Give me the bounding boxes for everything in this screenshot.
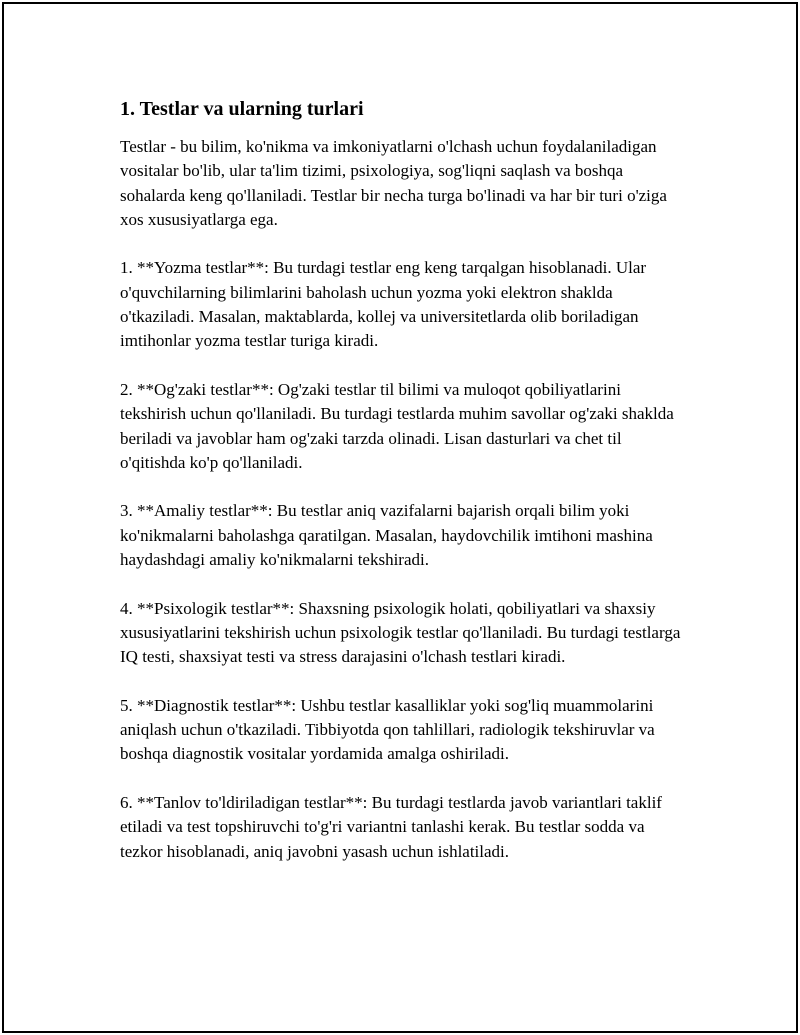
- page-frame: [2, 2, 798, 1033]
- paragraph-choice-tests: 6. **Tanlov to'ldiriladigan testlar**: Bu turdagi testlarda javob variantlari taklif etiladi va test topshiruvchi to'g'ri variantni tanlashi kerak. Bu testlar sodda va tezkor hisoblanadi, aniq javobni yasash uchun ishlatiladi.: [120, 793, 662, 861]
- paragraph-diagnostic-tests: 5. **Diagnostik testlar**: Ushbu testlar kasalliklar yoki sog'liq muammolarini aniqlash uchun o'tkaziladi. Tibbiyotda qon tahlillari, radiologik tekshiruvlar va boshqa diagnostik vositalar yordamida amalga oshiriladi.: [120, 695, 655, 764]
- paragraph-psychological-tests: 4. **Psixologik testlar**: Shaxsning psixologik holati, qobiliyatlari va shaxsiy xususiyatlarini tekshirish uchun psixologik testlar qo'llaniladi. Bu turdagi testlarga IQ testi, shaxsiyat testi va stress darajasini o'lchash testlari kiradi.: [120, 598, 681, 667]
- intro-paragraph: Testlar - bu bilim, ko'nikma va imkoniyatlarni o'lchash uchun foydalaniladigan vositalar bo'lib, ular ta'lim tizimi, psixologiya, sog'liqni saqlash va boshqa sohalarda keng qo'llaniladi. Testlar bir necha turga bo'linadi va har bir turi o'ziga xos xususiyatlarga ega.: [120, 137, 667, 229]
- section-heading: 1. Testlar va ularning turlari: [120, 98, 364, 120]
- document-body: [120, 95, 690, 888]
- paragraph-practical-tests: 3. **Amaliy testlar**: Bu testlar aniq vazifalarni bajarish orqali bilim yoki ko'nikmalarni baholashga qaratilgan. Masalan, haydovchilik imtihoni mashina haydashdagi amaliy ko'nikmalarni tekshiradi.: [120, 501, 653, 570]
- paragraph-oral-tests: 2. **Og'zaki testlar**: Og'zaki testlar til bilimi va muloqot qobiliyatlarini tekshirish uchun qo'llaniladi. Bu turdagi testlarda muhim savollar og'zaki shaklda beriladi va javoblar ham og'zaki tarzda olinadi. Lisan dasturlari va chet til o'qitishda ko'p qo'llaniladi.: [120, 379, 674, 472]
- paragraph-written-tests: 1. **Yozma testlar**: Bu turdagi testlar eng keng tarqalgan hisoblanadi. Ular o'quvchilarning bilimlarini baholash uchun yozma yoki elektron shaklda o'tkaziladi. Masalan, maktablarda, kollej va universitetlarda olib boriladigan imtihonlar yozma testlar turiga kiradi.: [120, 258, 647, 351]
